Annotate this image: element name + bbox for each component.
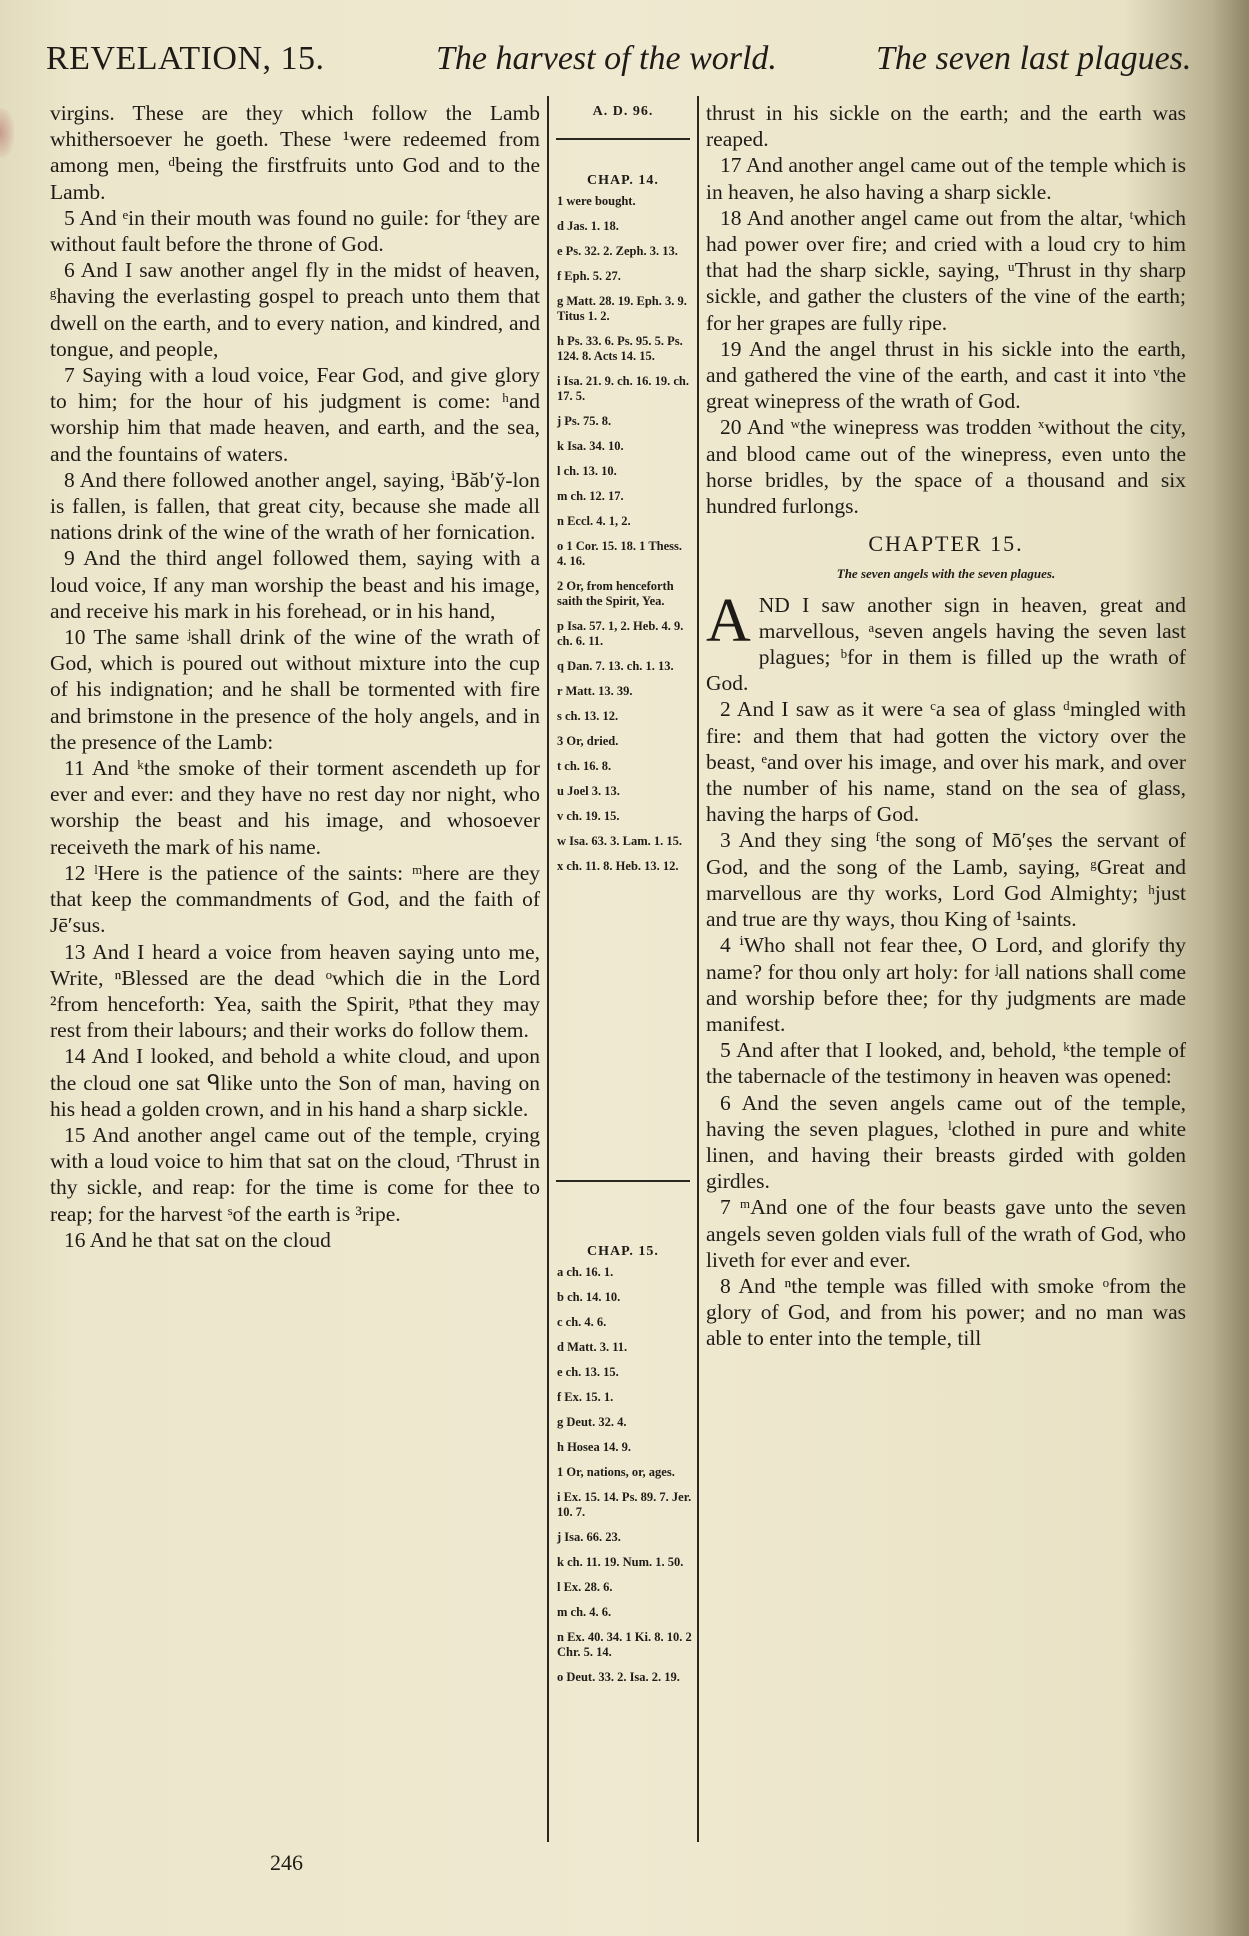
margin-reference: n Ex. 40. 34. 1 Ki. 8. 10. 2 Chr. 5. 14. bbox=[557, 1630, 692, 1659]
margin-reference: k Isa. 34. 10. bbox=[557, 439, 624, 453]
margin-reference: k ch. 11. 19. Num. 1. 50. bbox=[557, 1555, 684, 1569]
margin-reference: 1 Or, nations, or, ages. bbox=[557, 1465, 675, 1479]
verse: 11 And ᵏthe smoke of their torment ascendeth up for ever and ever: and they have no rest day nor night, who worship the beast and his image, and whosoever receiveth the mark of his name. bbox=[50, 756, 540, 859]
margin-reference: 2 Or, from henceforth saith the Spirit, Yea. bbox=[557, 579, 674, 608]
margin-reference: 3 Or, dried. bbox=[557, 734, 619, 748]
margin-reference: o Deut. 33. 2. Isa. 2. 19. bbox=[557, 1670, 680, 1684]
verse: 12 ˡHere is the patience of the saints: ᵐhere are they that keep the commandments of God, and the faith of Jē′sus. bbox=[50, 860, 540, 938]
margin-reference: i Ex. 15. 14. Ps. 89. 7. Jer. 10. 7. bbox=[557, 1490, 692, 1519]
verse: 7 ᵐAnd one of the four beasts gave unto the seven angels seven golden vials full of the wrath of God, who liveth for ever and ever. bbox=[706, 1195, 1186, 1272]
margin-reference: u Joel 3. 13. bbox=[557, 784, 620, 798]
margin-reference: n Eccl. 4. 1, 2. bbox=[557, 514, 631, 528]
margin-reference: e ch. 13. 15. bbox=[557, 1365, 619, 1379]
verse-first bbox=[706, 586, 1186, 697]
column-divider-right bbox=[697, 96, 699, 1842]
page-edge-stain bbox=[0, 108, 14, 158]
verse: 8 And there followed another angel, saying, ⁱBăb′y̆-lon is fallen, is fallen, that great city, because she made all nations drink of the wine of the wrath of her fornication. bbox=[50, 467, 540, 545]
margin-reference: h Ps. 33. 6. Ps. 95. 5. Ps. 124. 8. Acts 14. 15. bbox=[557, 334, 683, 363]
header-topic-right: The seven last plagues. bbox=[876, 40, 1192, 77]
margin-reference: v ch. 19. 15. bbox=[557, 809, 620, 823]
margin-reference: f Eph. 5. 27. bbox=[557, 269, 621, 283]
right-text-column bbox=[706, 100, 1186, 1352]
book-title: REVELATION, 15. bbox=[46, 40, 325, 77]
margin-reference: b ch. 14. 10. bbox=[557, 1290, 621, 1304]
verse: thrust in his sickle on the earth; and the earth was reaped. bbox=[706, 101, 1186, 152]
margin-reference: f Ex. 15. 1. bbox=[557, 1390, 614, 1404]
header-topic-left: The harvest of the world. bbox=[436, 40, 777, 77]
verse: 18 And another angel came out from the altar, ᵗwhich had power over fire; and cried with a loud cry to him that had the sharp sickle, saying, ᵘThrust in thy sharp sickle, and gather the clusters of the vine of the earth; for her grapes are fully ripe. bbox=[706, 205, 1186, 335]
margin-reference: t ch. 16. 8. bbox=[557, 759, 612, 773]
verse: 6 And I saw another angel fly in the midst of heaven, ᵍhaving the everlasting gospel to preach unto them that dwell on the earth, and to every nation, and kindred, and tongue, and people, bbox=[50, 258, 540, 361]
margin-reference: w Isa. 63. 3. Lam. 1. 15. bbox=[557, 834, 683, 848]
verse: 4 ⁱWho shall not fear thee, O Lord, and glorify thy name? for thou only art holy: for ʲall nations shall come and worship before thee; for thy judgments are made manifest. bbox=[706, 933, 1186, 1036]
verse: 13 And I heard a voice from heaven saying unto me, Write, ⁿBlessed are the dead ᵒwhich die in the Lord ²from henceforth: Yea, saith the Spirit, ᵖthat they may rest from their labours; and their works do follow them. bbox=[50, 939, 540, 1043]
margin-reference: 1 were bought. bbox=[557, 194, 636, 208]
verse: 20 And ʷthe winepress was trodden ˣwithout the city, and blood came out of the winepress, even unto the horse bridles, by the space of a thousand and six hundred furlongs. bbox=[706, 415, 1186, 519]
margin-reference: g Matt. 28. 19. Eph. 3. 9. Titus 1. 2. bbox=[557, 294, 687, 323]
verse: 3 And they sing ᶠthe song of Mō′ṣes the servant of God, and the song of the Lamb, saying, ᵍGreat and marvellous are thy works, Lord God Almighty; ʰjust and true are thy ways, thou King of ¹saints. bbox=[706, 828, 1186, 932]
margin-reference: m ch. 12. 17. bbox=[557, 489, 624, 503]
chapter-summary: The seven angels with the seven plagues. bbox=[836, 566, 1056, 582]
verse: 5 And after that I looked, and, behold, ᵏthe temple of the tabernacle of the testimony in heaven was opened: bbox=[706, 1038, 1186, 1089]
margin-reference: c ch. 4. 6. bbox=[557, 1315, 607, 1329]
margin-chapter-label: CHAP. 14. bbox=[587, 173, 659, 188]
verse-first-text: ND I saw another sign in heaven, great and marvellous, ᵃseven angels having the seven last plagues; ᵇfor in them is filled up the wrath of God. bbox=[706, 592, 1186, 696]
margin-reference: m ch. 4. 6. bbox=[557, 1605, 612, 1619]
verse: virgins. These are they which follow the Lamb whithersoever he goeth. These ¹were redeemed from among men, ᵈbeing the firstfruits unto God and to the Lamb. bbox=[50, 101, 540, 204]
running-header bbox=[46, 40, 1192, 88]
verse: 9 And the third angel followed them, saying with a loud voice, If any man worship the beast and his image, and receive his mark in his forehead, or in his hand, bbox=[50, 546, 540, 623]
margin-reference: r Matt. 13. 39. bbox=[557, 684, 633, 698]
left-text-column bbox=[50, 100, 540, 1253]
verse: 15 And another angel came out of the temple, crying with a loud voice to him that sat on the cloud, ʳThrust in thy sickle, and reap: for the time is come for thee to reap; for the harvest ˢof the earth is ³ripe. bbox=[50, 1122, 540, 1226]
margin-reference: l ch. 13. 10. bbox=[557, 464, 617, 478]
margin-reference: j Ps. 75. 8. bbox=[557, 414, 612, 428]
drop-cap: A bbox=[706, 586, 751, 655]
margin-reference: h Hosea 14. 9. bbox=[557, 1440, 631, 1454]
verse: 8 And ⁿthe temple was filled with smoke ᵒfrom the glory of God, and from his power; and no man was able to enter into the temple, till bbox=[706, 1273, 1186, 1351]
verse: 6 And the seven angels came out of the temple, having the seven plagues, ˡclothed in pure and white linen, and having their breasts girded with golden girdles. bbox=[706, 1090, 1186, 1194]
verse: 16 And he that sat on the cloud bbox=[64, 1227, 331, 1252]
margin-reference: d Matt. 3. 11. bbox=[557, 1340, 628, 1354]
margin-reference: s ch. 13. 12. bbox=[557, 709, 619, 723]
verse: 7 Saying with a loud voice, Fear God, and give glory to him; for the hour of his judgment is come: ʰand worship him that made heaven, and earth, and the sea, and the fountains of waters. bbox=[50, 363, 540, 466]
page-number: 246 bbox=[270, 1850, 303, 1875]
margin-reference: p Isa. 57. 1, 2. Heb. 4. 9. ch. 6. 11. bbox=[557, 619, 684, 648]
verse: 19 And the angel thrust in his sickle into the earth, and gathered the vine of the earth, and cast it into ᵛthe great winepress of the wrath of God. bbox=[706, 336, 1186, 414]
chapter-heading: CHAPTER 15. bbox=[868, 531, 1024, 557]
margin-reference: i Isa. 21. 9. ch. 16. 19. ch. 17. 5. bbox=[557, 374, 689, 403]
verse: 5 And ᵉin their mouth was found no guile: for ᶠthey are without fault before the throne of God. bbox=[50, 205, 540, 257]
margin-reference: o 1 Cor. 15. 18. 1 Thess. 4. 16. bbox=[557, 539, 683, 568]
column-divider-left bbox=[547, 96, 549, 1842]
margin-chapter-label: CHAP. 15. bbox=[587, 1244, 659, 1259]
margin-reference: d Jas. 1. 18. bbox=[557, 219, 619, 233]
margin-references-ch14 bbox=[553, 104, 693, 884]
verse: 10 The same ʲshall drink of the wine of the wrath of God, which is poured out without mixture into the cup of his indignation; and he shall be tormented with fire and brimstone in the presence of the holy angels, and in the presence of the Lamb: bbox=[50, 625, 540, 754]
margin-reference: q Dan. 7. 13. ch. 1. 13. bbox=[557, 659, 674, 673]
margin-rule-middle bbox=[556, 1180, 690, 1182]
margin-reference: a ch. 16. 1. bbox=[557, 1265, 614, 1279]
margin-reference: j Isa. 66. 23. bbox=[557, 1530, 621, 1544]
margin-reference: e Ps. 32. 2. Zeph. 3. 13. bbox=[557, 244, 678, 258]
verse: 17 And another angel came out of the temple which is in heaven, he also having a sharp sickle. bbox=[706, 153, 1186, 204]
year-label: A. D. 96. bbox=[592, 104, 654, 119]
verse: 2 And I saw as it were ᶜa sea of glass ᵈmingled with fire: and them that had gotten the victory over the beast, ᵉand over his image, and over his mark, and over the number of his name, stand on the sea of glass, having the harps of God. bbox=[706, 697, 1186, 827]
margin-reference: g Deut. 32. 4. bbox=[557, 1415, 627, 1429]
margin-reference: x ch. 11. 8. Heb. 13. 12. bbox=[557, 859, 679, 873]
margin-reference: l Ex. 28. 6. bbox=[557, 1580, 613, 1594]
margin-references-ch15 bbox=[553, 1236, 693, 1695]
verse: 14 And I looked, and behold a white cloud, and upon the cloud one sat ᑫlike unto the Son of man, having on his head a golden crown, and in his hand a sharp sickle. bbox=[50, 1044, 540, 1121]
